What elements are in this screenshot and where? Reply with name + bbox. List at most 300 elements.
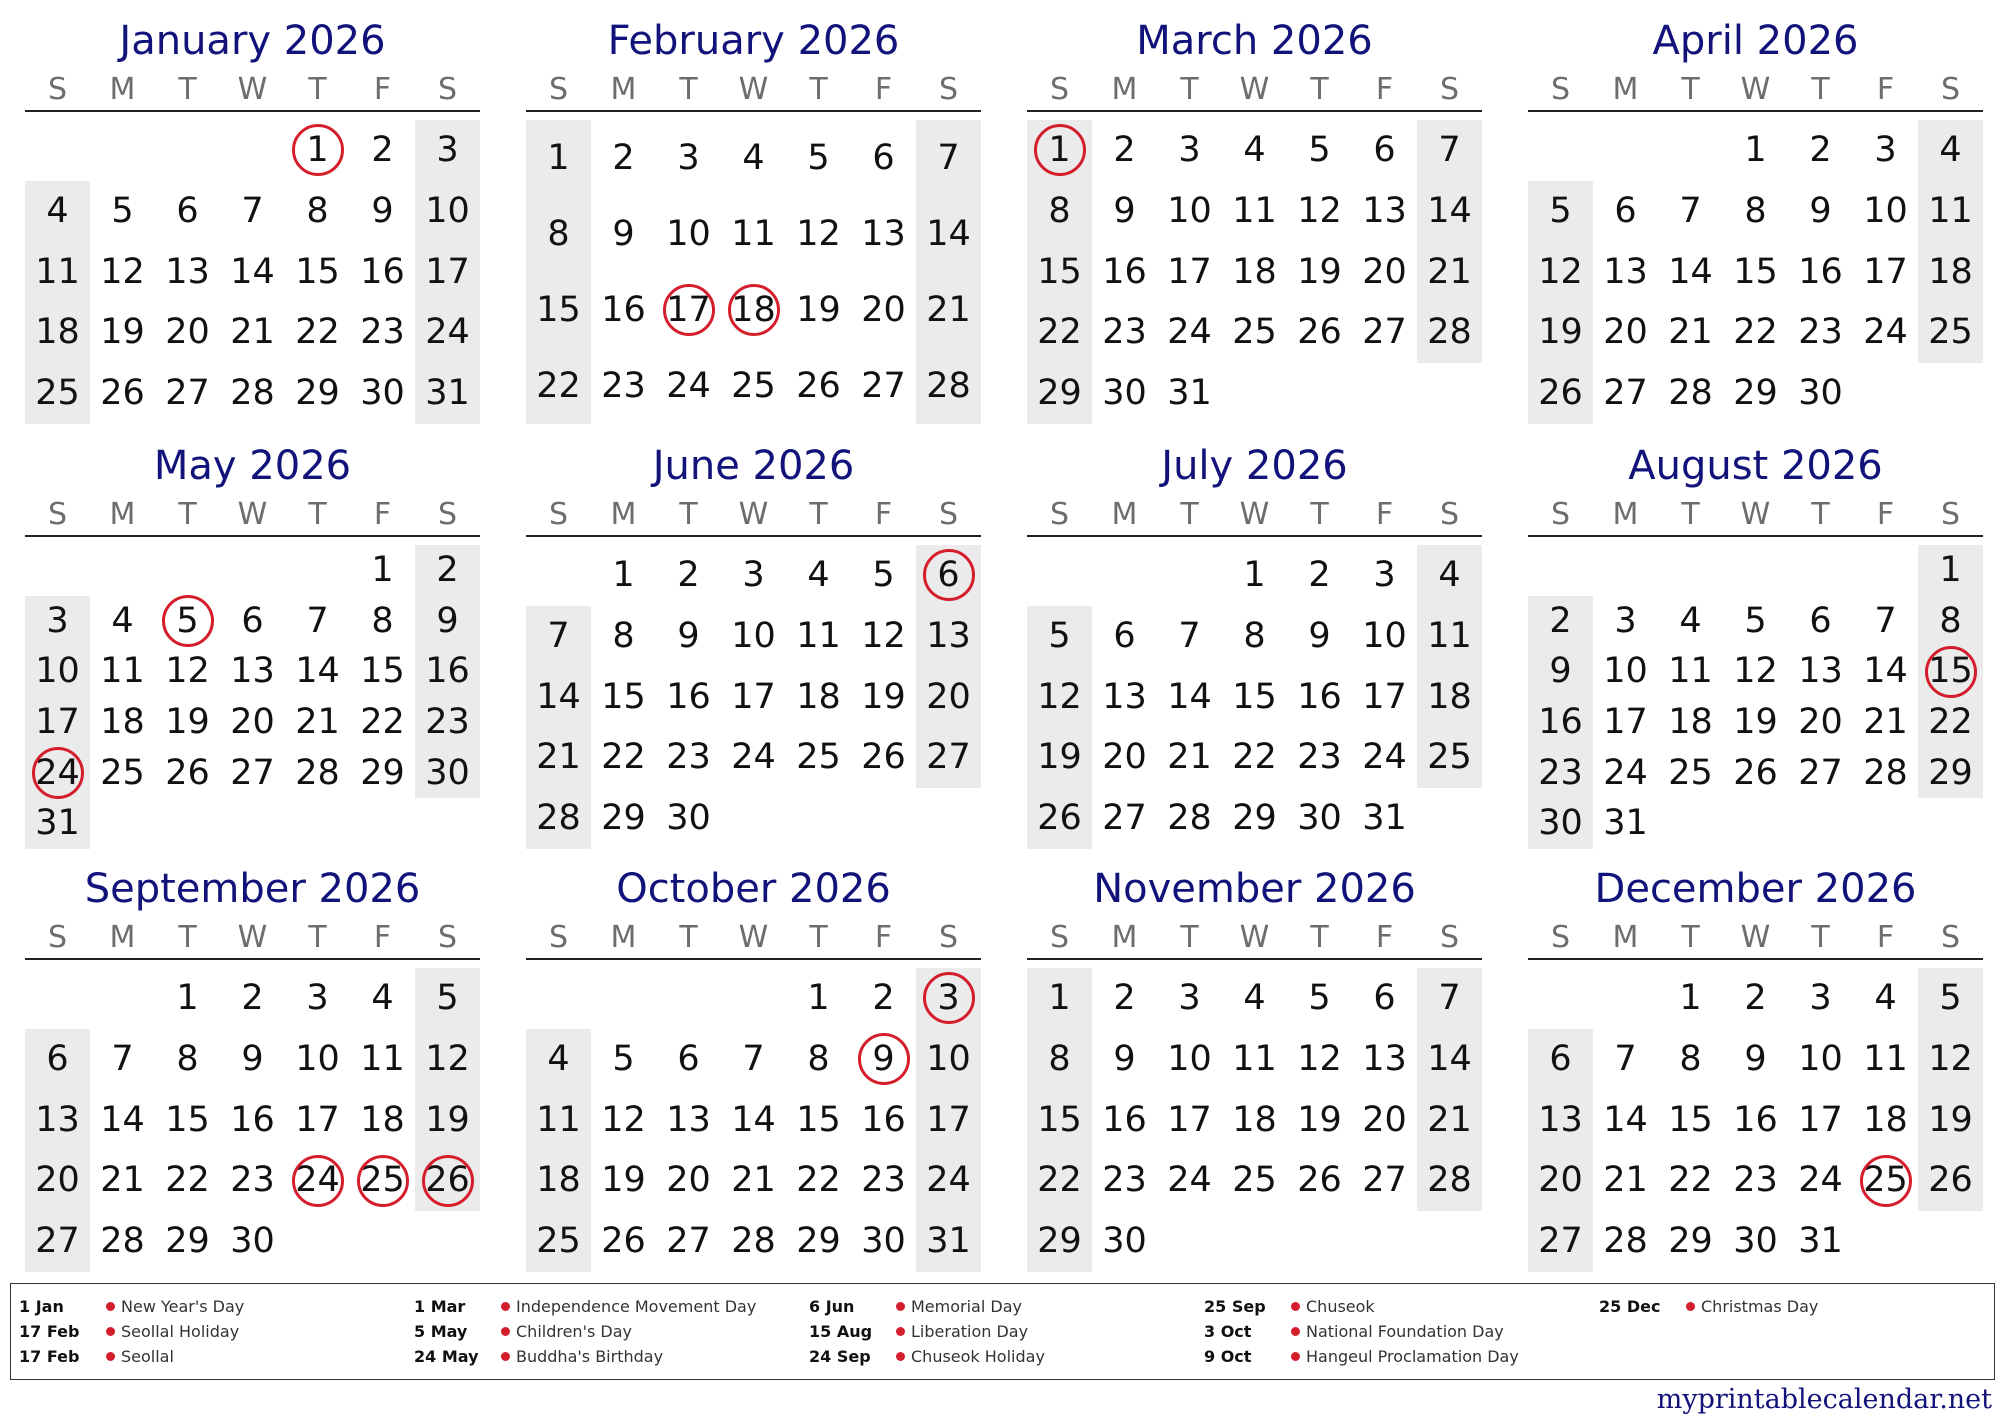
day-cell: 1: [371, 550, 394, 590]
day-cell: 25: [1232, 312, 1277, 353]
day-cell: 5: [436, 978, 459, 1018]
day-cell: 1: [176, 978, 199, 1018]
bullet-dot-icon: [896, 1327, 905, 1336]
day-cell: 17: [425, 251, 470, 292]
weekday-header-row: [1027, 495, 1482, 537]
legend-date: 3 Oct: [1204, 1322, 1252, 1341]
day-cell: 12: [425, 1038, 470, 1079]
day-cell: 23: [425, 702, 470, 742]
month-title: March 2026: [1136, 18, 1373, 64]
day-cell: 14: [100, 1099, 145, 1140]
day-cell: 15: [1733, 251, 1778, 292]
day-cell: 24: [666, 366, 711, 406]
legend-item: [19, 1344, 409, 1369]
day-cell: 24: [35, 752, 80, 793]
day-cell: 15: [1037, 1099, 1082, 1140]
day-cell: 7: [111, 1038, 134, 1079]
day-cell: 17: [926, 1099, 971, 1140]
legend-item: [1599, 1294, 1989, 1319]
day-cell: 19: [861, 676, 906, 717]
day-cell: 24: [425, 312, 470, 353]
day-cell: 24: [926, 1160, 971, 1201]
weekday-label: S: [1439, 497, 1460, 532]
weekday-label: M: [1111, 497, 1138, 532]
day-cell: 2: [1113, 978, 1136, 1018]
day-cell: 12: [861, 615, 906, 656]
day-cell: 9: [241, 1038, 264, 1079]
day-cell: 5: [1549, 190, 1572, 231]
day-cell: 10: [1167, 1038, 1212, 1079]
day-cell: 17: [666, 290, 711, 330]
site-url[interactable]: myprintablecalendar.net: [1656, 1384, 1992, 1415]
day-cell: 21: [1427, 251, 1472, 292]
day-cell: 20: [35, 1160, 80, 1201]
holiday-marker-circle: [663, 284, 715, 336]
day-cell: 3: [306, 978, 329, 1018]
weekday-label: S: [548, 72, 569, 107]
day-cell: 24: [1167, 1160, 1212, 1201]
day-cell: 13: [1603, 251, 1648, 292]
weekday-label: W: [1239, 497, 1270, 532]
legend-item: [414, 1294, 804, 1319]
weekday-label: T: [178, 497, 197, 532]
day-cell: 14: [536, 676, 581, 717]
day-cell: 24: [295, 1160, 340, 1201]
day-cell: 3: [1874, 130, 1897, 170]
weekday-label: S: [1439, 72, 1460, 107]
day-cell: 16: [1102, 251, 1147, 292]
day-cell: 2: [1308, 555, 1331, 595]
legend-item: [1204, 1294, 1594, 1319]
day-cell: 21: [536, 737, 581, 778]
day-cell: 31: [425, 373, 470, 414]
weekday-label: F: [373, 497, 392, 532]
bullet-dot-icon: [501, 1327, 510, 1336]
day-cell: 1: [1744, 130, 1767, 170]
day-cell: 9: [1809, 190, 1832, 231]
day-cell: 11: [796, 615, 841, 656]
weekday-label: S: [1049, 920, 1070, 955]
day-cell: 24: [1603, 752, 1648, 793]
bullet-dot-icon: [501, 1302, 510, 1311]
weekday-label: T: [308, 920, 327, 955]
weekday-label: M: [109, 497, 136, 532]
day-cell: 30: [230, 1221, 275, 1262]
day-cell: 21: [295, 702, 340, 742]
day-cell: 12: [1297, 190, 1342, 231]
day-cell: 1: [1243, 555, 1266, 595]
day-cell: 4: [547, 1038, 570, 1079]
day-cell: 26: [1928, 1160, 1973, 1201]
weekday-label: F: [1876, 920, 1895, 955]
month-title: June 2026: [652, 443, 855, 489]
legend-holiday-name: Independence Movement Day: [516, 1297, 757, 1316]
day-cell: 2: [1744, 978, 1767, 1018]
day-cell: 23: [1297, 737, 1342, 778]
day-cell: 27: [1538, 1221, 1583, 1262]
day-cell: 6: [937, 555, 960, 595]
day-cell: 6: [677, 1038, 700, 1079]
day-cell: 8: [371, 600, 394, 641]
day-cell: 16: [861, 1099, 906, 1140]
day-cell: 23: [861, 1160, 906, 1201]
day-cell: 22: [1037, 1160, 1082, 1201]
weekday-label: F: [1876, 497, 1895, 532]
day-cell: 6: [46, 1038, 69, 1079]
holiday-marker-circle: [32, 747, 84, 799]
holiday-legend: [10, 1283, 1995, 1380]
day-cell: 7: [1874, 600, 1897, 641]
day-cell: 11: [35, 251, 80, 292]
day-cell: 8: [612, 615, 635, 656]
weekday-label: M: [1111, 920, 1138, 955]
weekday-header-row: [1528, 495, 1983, 537]
day-cell: 21: [1427, 1099, 1472, 1140]
weekday-label: M: [1612, 72, 1639, 107]
day-cell: 19: [165, 702, 210, 742]
weekday-header-row: [1027, 70, 1482, 112]
weekday-label: W: [1740, 72, 1771, 107]
day-cell: 29: [601, 798, 646, 839]
month-block: [526, 437, 981, 855]
day-cell: 1: [612, 555, 635, 595]
day-cell: 27: [165, 373, 210, 414]
weekday-label: S: [47, 920, 68, 955]
day-cell: 12: [1297, 1038, 1342, 1079]
legend-item: [809, 1294, 1199, 1319]
day-cell: 15: [360, 651, 405, 692]
day-cell: 18: [100, 702, 145, 742]
day-cell: 15: [796, 1099, 841, 1140]
weekday-label: S: [1439, 920, 1460, 955]
weekday-label: T: [308, 497, 327, 532]
day-cell: 8: [807, 1038, 830, 1079]
day-cell: 11: [1863, 1038, 1908, 1079]
day-cell: 14: [926, 214, 971, 254]
day-cell: 27: [1102, 798, 1147, 839]
day-cell: 22: [1037, 312, 1082, 353]
month-title: September 2026: [84, 866, 421, 912]
day-cell: 15: [1037, 251, 1082, 292]
weekday-label: S: [1550, 72, 1571, 107]
legend-item: [414, 1344, 804, 1369]
month-title: October 2026: [616, 866, 891, 912]
day-cell: 18: [731, 290, 776, 330]
legend-holiday-name: New Year's Day: [121, 1297, 245, 1316]
day-cell: 7: [1438, 978, 1461, 1018]
day-cell: 8: [1744, 190, 1767, 231]
weekday-label: T: [679, 497, 698, 532]
day-cell: 1: [547, 138, 570, 178]
day-cell: 6: [1614, 190, 1637, 231]
bullet-dot-icon: [1291, 1302, 1300, 1311]
day-cell: 21: [1668, 312, 1713, 353]
day-cell: 14: [1427, 190, 1472, 231]
weekday-label: T: [809, 920, 828, 955]
day-cell: 19: [601, 1160, 646, 1201]
day-cell: 8: [1048, 1038, 1071, 1079]
legend-date: 5 May: [414, 1322, 468, 1341]
day-cell: 12: [165, 651, 210, 692]
holiday-marker-circle: [162, 595, 214, 647]
day-cell: 17: [731, 676, 776, 717]
day-cell: 9: [677, 615, 700, 656]
day-cell: 22: [601, 737, 646, 778]
day-cell: 13: [230, 651, 275, 692]
day-cell: 4: [807, 555, 830, 595]
day-cell: 15: [601, 676, 646, 717]
weekday-label: S: [548, 920, 569, 955]
day-cell: 29: [165, 1221, 210, 1262]
day-cell: 22: [1928, 702, 1973, 742]
day-cell: 20: [1798, 702, 1843, 742]
day-cell: 23: [230, 1160, 275, 1201]
day-cell: 4: [46, 190, 69, 231]
day-cell: 8: [1048, 190, 1071, 231]
holiday-marker-circle: [292, 124, 344, 176]
weekday-label: W: [1239, 72, 1270, 107]
weekday-label: M: [1612, 497, 1639, 532]
day-cell: 12: [100, 251, 145, 292]
day-cell: 27: [1362, 1160, 1407, 1201]
day-cell: 3: [742, 555, 765, 595]
legend-holiday-name: National Foundation Day: [1306, 1322, 1504, 1341]
day-cell: 7: [937, 138, 960, 178]
day-cell: 18: [1232, 251, 1277, 292]
day-cell: 3: [46, 600, 69, 641]
day-cell: 8: [176, 1038, 199, 1079]
weekday-header-row: [25, 495, 480, 537]
day-cell: 25: [35, 373, 80, 414]
day-cell: 2: [1113, 130, 1136, 170]
day-cell: 28: [1603, 1221, 1648, 1262]
day-cell: 17: [1798, 1099, 1843, 1140]
day-cell: 6: [1373, 978, 1396, 1018]
weekday-label: S: [1940, 72, 1961, 107]
day-cell: 4: [1874, 978, 1897, 1018]
day-cell: 8: [1679, 1038, 1702, 1079]
day-cell: 5: [1939, 978, 1962, 1018]
weekday-label: F: [874, 72, 893, 107]
weekday-label: W: [1740, 497, 1771, 532]
day-cell: 12: [1538, 251, 1583, 292]
day-cell: 25: [1928, 312, 1973, 353]
day-cell: 16: [1297, 676, 1342, 717]
day-cell: 31: [1603, 803, 1648, 844]
day-cell: 5: [1308, 978, 1331, 1018]
day-cell: 30: [1733, 1221, 1778, 1262]
weekday-label: W: [237, 920, 268, 955]
legend-item: [19, 1319, 409, 1344]
day-cell: 26: [1733, 752, 1778, 793]
day-cell: 16: [1538, 702, 1583, 742]
day-cell: 9: [1744, 1038, 1767, 1079]
legend-item: [1204, 1344, 1594, 1369]
day-cell: 12: [601, 1099, 646, 1140]
day-cell: 5: [807, 138, 830, 178]
legend-item: [809, 1344, 1199, 1369]
weekday-label: T: [1681, 72, 1700, 107]
day-cell: 9: [872, 1038, 895, 1079]
day-cell: 28: [1427, 312, 1472, 353]
weekday-label: F: [1375, 497, 1394, 532]
day-cell: 9: [1549, 651, 1572, 692]
day-cell: 10: [1798, 1038, 1843, 1079]
day-cell: 11: [360, 1038, 405, 1079]
day-cell: 30: [861, 1221, 906, 1262]
day-cell: 10: [731, 615, 776, 656]
day-cell: 31: [35, 803, 80, 844]
day-cell: 13: [1798, 651, 1843, 692]
day-cell: 31: [1167, 373, 1212, 414]
weekday-header-row: [1528, 70, 1983, 112]
day-cell: 9: [1308, 615, 1331, 656]
day-cell: 19: [425, 1099, 470, 1140]
day-cell: 19: [796, 290, 841, 330]
legend-holiday-name: Hangeul Proclamation Day: [1306, 1347, 1519, 1366]
weekday-label: M: [610, 497, 637, 532]
day-cell: 25: [360, 1160, 405, 1201]
weekday-label: S: [1049, 497, 1070, 532]
legend-date: 1 Jan: [19, 1297, 64, 1316]
day-cell: 20: [926, 676, 971, 717]
legend-holiday-name: Children's Day: [516, 1322, 632, 1341]
day-cell: 21: [731, 1160, 776, 1201]
legend-column: [1204, 1294, 1594, 1369]
weekday-header-row: [25, 70, 480, 112]
day-cell: 12: [1037, 676, 1082, 717]
day-cell: 9: [612, 214, 635, 254]
day-cell: 20: [861, 290, 906, 330]
bullet-dot-icon: [1686, 1302, 1695, 1311]
legend-holiday-name: Liberation Day: [911, 1322, 1029, 1341]
weekday-label: T: [679, 920, 698, 955]
day-cell: 23: [1538, 752, 1583, 793]
day-cell: 11: [731, 214, 776, 254]
legend-item: [414, 1319, 804, 1344]
bullet-dot-icon: [1291, 1352, 1300, 1361]
day-cell: 31: [926, 1221, 971, 1262]
day-cell: 28: [731, 1221, 776, 1262]
day-cell: 23: [360, 312, 405, 353]
day-cell: 26: [1297, 1160, 1342, 1201]
weekday-label: T: [1310, 920, 1329, 955]
day-cell: 21: [230, 312, 275, 353]
day-cell: 22: [796, 1160, 841, 1201]
day-cell: 26: [425, 1160, 470, 1201]
day-cell: 4: [1939, 130, 1962, 170]
weekday-label: S: [1550, 920, 1571, 955]
month-block: [1528, 860, 1983, 1278]
day-cell: 29: [360, 752, 405, 793]
legend-holiday-name: Buddha's Birthday: [516, 1347, 664, 1366]
day-cell: 7: [1178, 615, 1201, 656]
month-block: [1528, 437, 1983, 855]
day-cell: 24: [1863, 312, 1908, 353]
day-cell: 13: [1538, 1099, 1583, 1140]
day-cell: 28: [1427, 1160, 1472, 1201]
day-cell: 24: [1167, 312, 1212, 353]
weekday-label: S: [437, 72, 458, 107]
weekday-label: T: [1681, 497, 1700, 532]
weekday-label: W: [1740, 920, 1771, 955]
day-cell: 3: [1178, 978, 1201, 1018]
day-cell: 15: [1928, 651, 1973, 692]
day-cell: 18: [536, 1160, 581, 1201]
day-cell: 21: [100, 1160, 145, 1201]
day-cell: 4: [1438, 555, 1461, 595]
day-cell: 23: [1102, 1160, 1147, 1201]
legend-date: 24 May: [414, 1347, 479, 1366]
day-cell: 16: [1733, 1099, 1778, 1140]
holiday-marker-circle: [292, 1155, 344, 1207]
day-cell: 31: [1798, 1221, 1843, 1262]
day-cell: 16: [425, 651, 470, 692]
weekday-label: S: [548, 497, 569, 532]
day-cell: 18: [360, 1099, 405, 1140]
day-cell: 25: [100, 752, 145, 793]
day-cell: 22: [1733, 312, 1778, 353]
day-cell: 30: [425, 752, 470, 793]
day-cell: 14: [295, 651, 340, 692]
month-title: August 2026: [1628, 443, 1883, 489]
day-cell: 22: [295, 312, 340, 353]
day-cell: 13: [861, 214, 906, 254]
day-cell: 7: [306, 600, 329, 641]
day-cell: 1: [1939, 550, 1962, 590]
bullet-dot-icon: [896, 1352, 905, 1361]
month-block: [526, 12, 981, 430]
day-cell: 6: [1373, 130, 1396, 170]
day-cell: 18: [35, 312, 80, 353]
day-cell: 25: [1427, 737, 1472, 778]
day-cell: 13: [666, 1099, 711, 1140]
day-cell: 10: [35, 651, 80, 692]
day-cell: 13: [926, 615, 971, 656]
weekday-label: F: [874, 497, 893, 532]
month-title: December 2026: [1594, 866, 1917, 912]
day-cell: 6: [1113, 615, 1136, 656]
legend-column: [1599, 1294, 1989, 1319]
day-cell: 28: [100, 1221, 145, 1262]
day-cell: 19: [1538, 312, 1583, 353]
weekday-label: F: [1375, 72, 1394, 107]
day-cell: 10: [295, 1038, 340, 1079]
day-cell: 16: [230, 1099, 275, 1140]
day-cell: 1: [807, 978, 830, 1018]
day-cell: 29: [1037, 373, 1082, 414]
day-cell: 2: [1549, 600, 1572, 641]
day-cell: 30: [1297, 798, 1342, 839]
weekday-label: T: [1681, 920, 1700, 955]
weekday-label: F: [373, 72, 392, 107]
legend-holiday-name: Seollal Holiday: [121, 1322, 240, 1341]
day-cell: 29: [1928, 752, 1973, 793]
day-cell: 1: [1048, 130, 1071, 170]
day-cell: 4: [742, 138, 765, 178]
day-cell: 27: [1362, 312, 1407, 353]
day-cell: 13: [1362, 1038, 1407, 1079]
legend-date: 6 Jun: [809, 1297, 855, 1316]
month-block: [25, 437, 480, 855]
day-cell: 8: [547, 214, 570, 254]
weekday-label: S: [1940, 497, 1961, 532]
day-cell: 7: [1679, 190, 1702, 231]
day-cell: 20: [1102, 737, 1147, 778]
day-cell: 25: [1232, 1160, 1277, 1201]
day-cell: 15: [1668, 1099, 1713, 1140]
day-cell: 24: [1362, 737, 1407, 778]
